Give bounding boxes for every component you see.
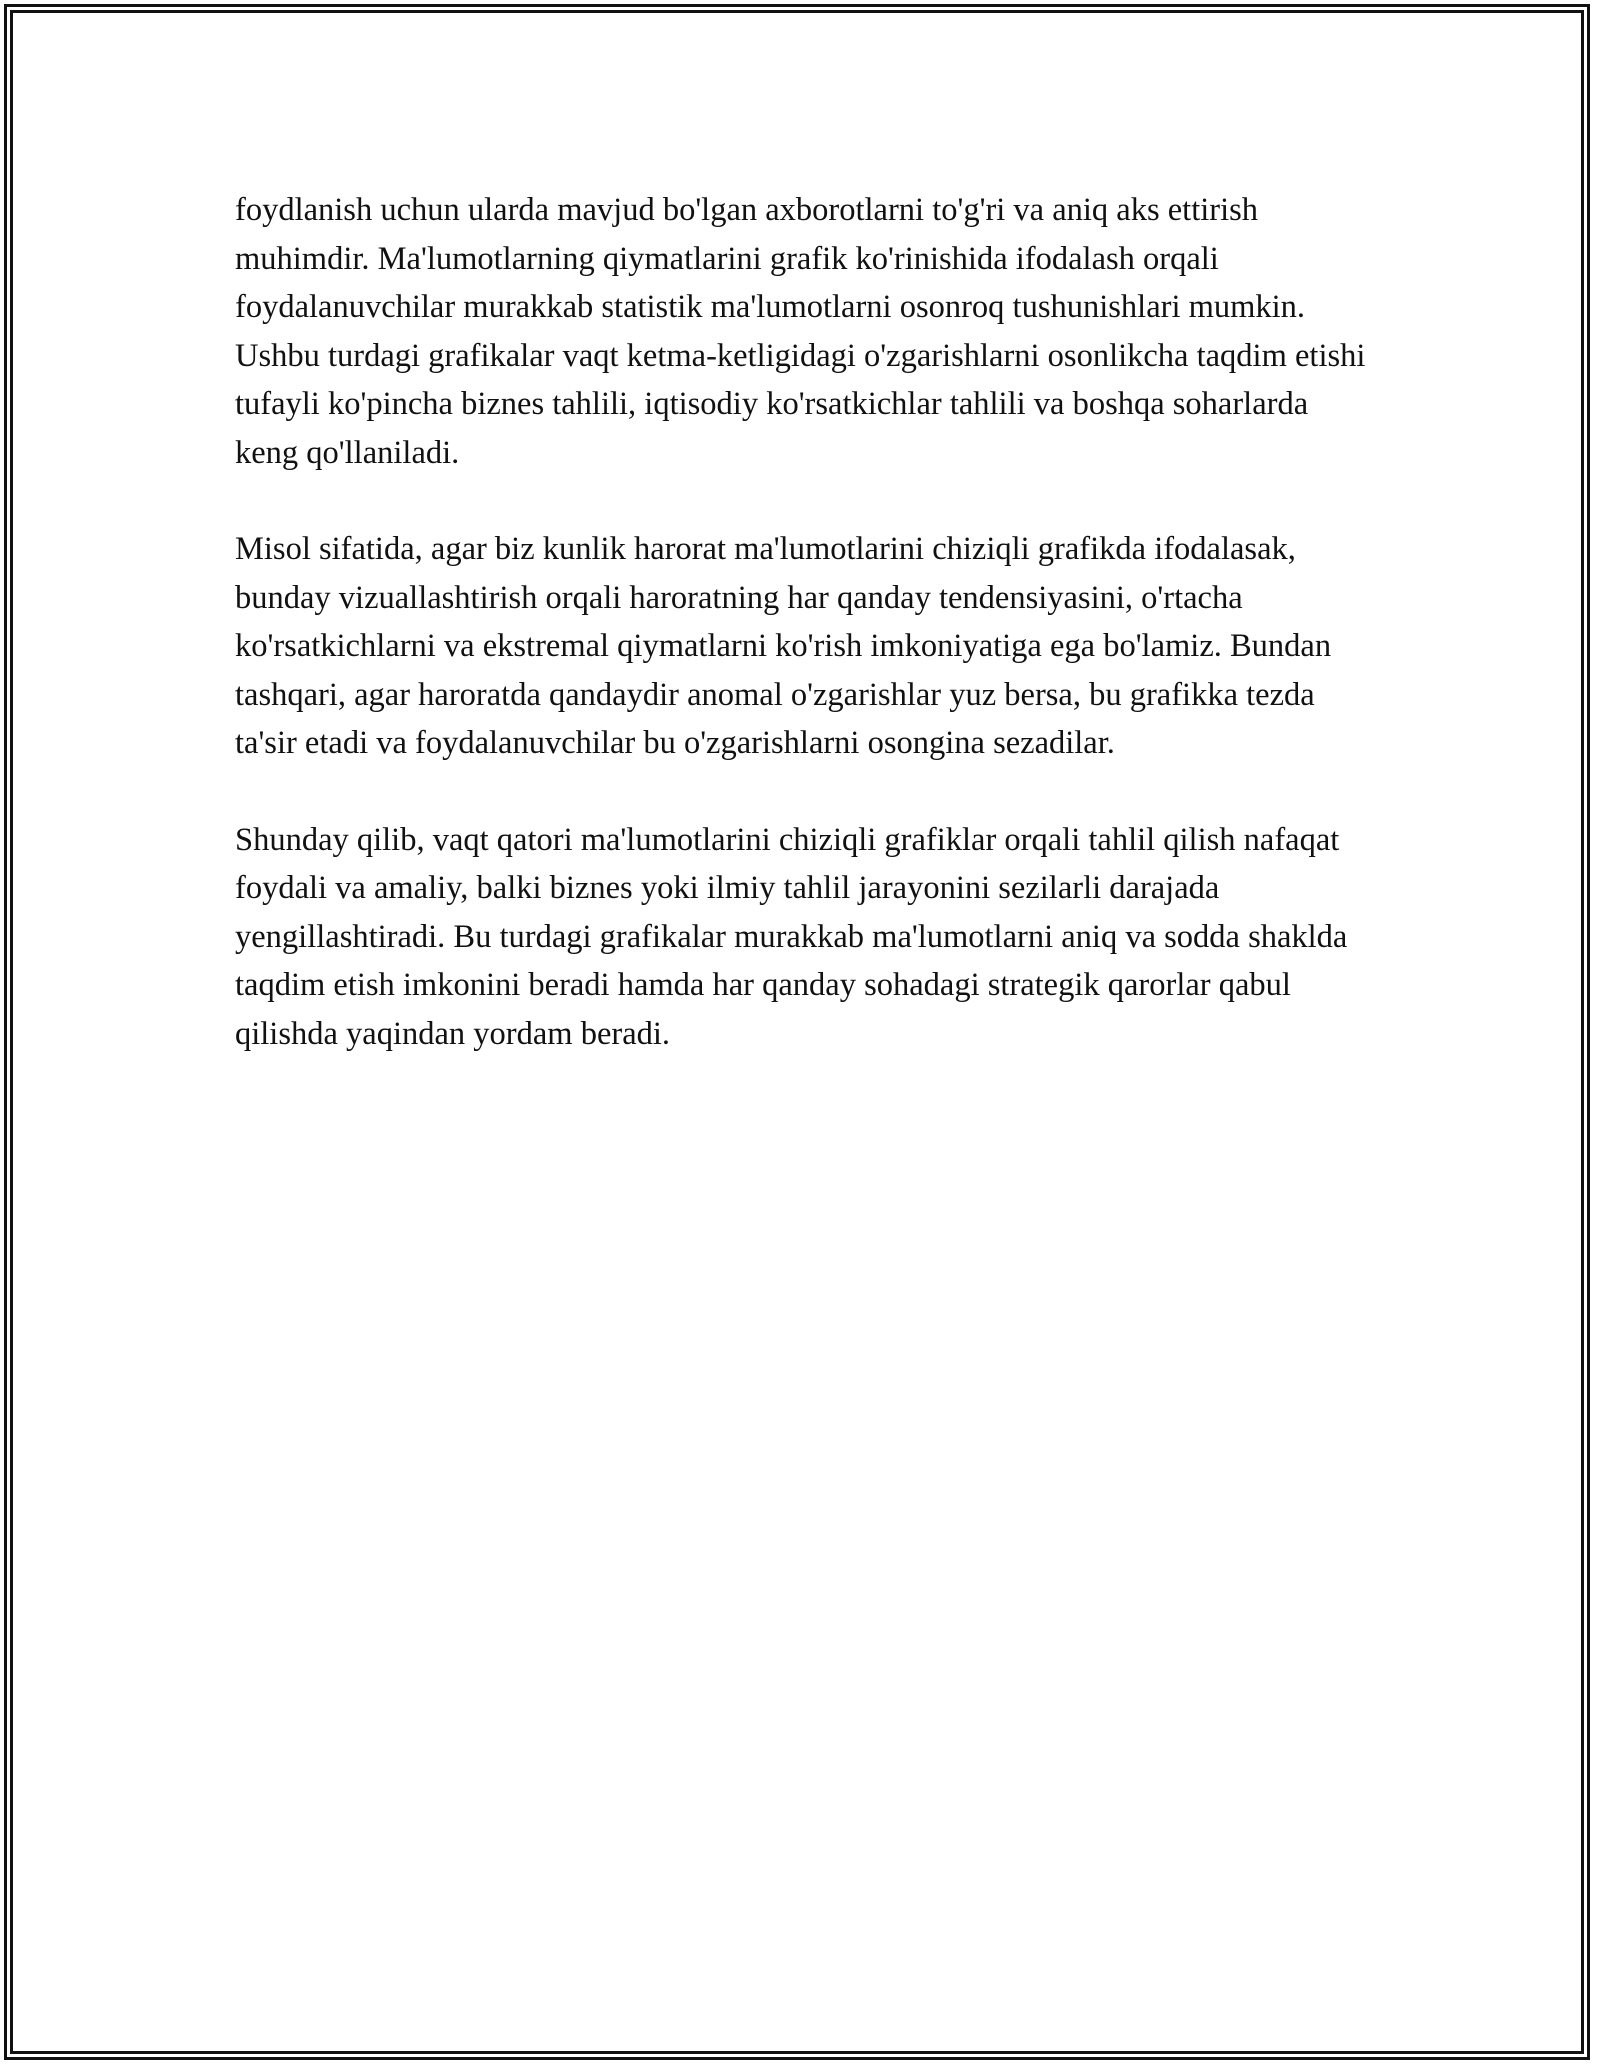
paragraph-2: Misol sifatida, agar biz kunlik harorat ma'lumotlarini chiziqli grafikda ifodalasak, bunday vizuallashtirish orqali haroratning har qanday tendensiyasini, o'rtacha ko'rsatkichlarni va ekstremal qiymatlarni ko'rish imkoniyatiga ega bo'lamiz. Bundan tashqari, agar haroratda qandaydir anomal o'zgarishlar yuz bersa, bu grafikka tezda ta'sir etadi va foydalanuvchilar bu o'zgarishlarni osongina sezadilar. [235, 531, 1332, 761]
document-body [235, 186, 1375, 1106]
paragraph-1: foydlanish uchun ularda mavjud bo'lgan axborotlarni to'g'ri va aniq aks ettirish muhimdir. Ma'lumotlarning qiymatlarini grafik ko'rinishida ifodalash orqali foydalanuvchilar murakkab statistik ma'lumotlarni osonroq tushunishlari mumkin. Ushbu turdagi grafikalar vaqt ketma-ketligidagi o'zgarishlarni osonlikcha taqdim etishi tufayli ko'pincha biznes tahlili, iqtisodiy ko'rsatkichlar tahlili va boshqa soharlarda keng qo'llaniladi. [235, 192, 1366, 471]
paragraph-3: Shunday qilib, vaqt qatori ma'lumotlarini chiziqli grafiklar orqali tahlil qilish nafaqat foydali va amaliy, balki biznes yoki ilmiy tahlil jarayonini sezilarli darajada yengillashtiradi. Bu turdagi grafikalar murakkab ma'lumotlarni aniq va sodda shaklda taqdim etish imkonini beradi hamda har qanday sohadagi strategik qarorlar qabul qilishda yaqindan yordam beradi. [235, 821, 1348, 1052]
